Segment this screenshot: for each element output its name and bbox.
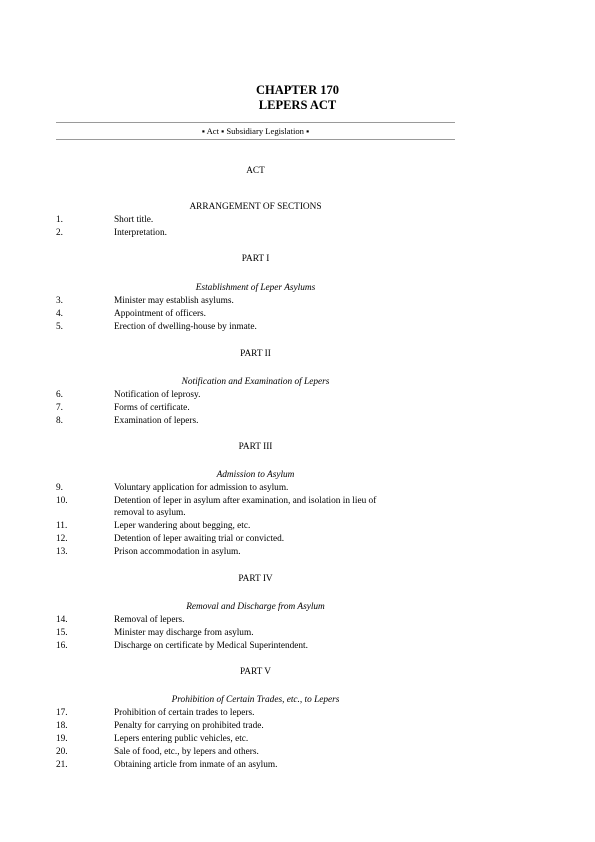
section-number: 20. xyxy=(56,747,68,757)
section-title[interactable]: Examination of lepers. xyxy=(114,416,199,426)
section-number: 15. xyxy=(56,628,68,638)
section-title[interactable]: Removal of lepers. xyxy=(114,615,185,625)
section-title[interactable]: Prison accommodation in asylum. xyxy=(114,547,241,557)
section-title[interactable]: Penalty for carrying on prohibited trade. xyxy=(114,721,264,731)
part-heading: Admission to Asylum xyxy=(216,470,295,480)
section-number: 6. xyxy=(56,390,63,400)
section-number: 13. xyxy=(56,547,68,557)
section-number: 8. xyxy=(56,416,63,426)
act-title: LEPERS ACT xyxy=(258,98,337,112)
section-title[interactable]: Lepers entering public vehicles, etc. xyxy=(114,734,249,744)
part-heading: Establishment of Leper Asylums xyxy=(195,283,316,293)
act-heading: ACT xyxy=(246,166,265,176)
part-label: PART IV xyxy=(238,574,273,584)
section-title[interactable]: Erection of dwelling-house by inmate. xyxy=(114,322,257,332)
section-title[interactable]: Sale of food, etc., by lepers and others. xyxy=(114,747,259,757)
nav-link-act[interactable]: Act xyxy=(206,126,219,136)
section-number: 7. xyxy=(56,403,63,413)
part-label: PART V xyxy=(239,667,272,677)
part-label: PART I xyxy=(241,254,270,264)
chapter-number: CHAPTER 170 xyxy=(256,83,339,97)
section-number: 18. xyxy=(56,721,68,731)
section-title[interactable]: Obtaining article from inmate of an asylum. xyxy=(114,760,278,770)
section-number: 16. xyxy=(56,641,68,651)
section-title[interactable]: Prohibition of certain trades to lepers. xyxy=(114,708,255,718)
section-number: 14. xyxy=(56,615,68,625)
section-title[interactable]: Short title. xyxy=(114,215,154,225)
section-title[interactable]: Leper wandering about begging, etc. xyxy=(114,521,251,531)
section-title[interactable]: Interpretation. xyxy=(114,228,167,238)
section-title[interactable]: Discharge on certificate by Medical Superintendent. xyxy=(114,641,308,651)
arrangement-heading: ARRANGEMENT OF SECTIONS xyxy=(189,202,322,212)
nav-bullet: ▪ xyxy=(306,126,310,136)
section-title[interactable]: Notification of leprosy. xyxy=(114,390,201,400)
part-heading: Removal and Discharge from Asylum xyxy=(186,602,325,612)
section-number: 11. xyxy=(56,521,68,531)
top-divider xyxy=(56,122,455,123)
section-title[interactable]: Appointment of officers. xyxy=(114,309,207,319)
navigation-bar xyxy=(56,125,455,137)
section-number: 12. xyxy=(56,534,68,544)
nav-link-subsidiary-legislation[interactable]: Subsidiary Legislation xyxy=(226,126,304,136)
section-number: 19. xyxy=(56,734,68,744)
section-title[interactable]: Detention of leper awaiting trial or convicted. xyxy=(114,534,285,544)
section-number: 4. xyxy=(56,309,63,319)
part-heading: Prohibition of Certain Trades, etc., to Lepers xyxy=(171,695,340,705)
section-number: 17. xyxy=(56,708,68,718)
section-number: 9. xyxy=(56,483,63,493)
section-number: 21. xyxy=(56,760,68,770)
section-title[interactable]: Voluntary application for admission to asylum. xyxy=(114,483,289,493)
nav-bullet: ▪ xyxy=(221,126,225,136)
section-number: 10. xyxy=(56,496,68,506)
section-number: 3. xyxy=(56,296,63,306)
section-title[interactable]: Detention of leper in asylum after examination, and isolation in lieu of xyxy=(114,496,377,506)
title-block xyxy=(0,83,595,113)
section-number: 2. xyxy=(56,228,63,238)
section-title[interactable]: Minister may establish asylums. xyxy=(114,296,234,306)
section-number: 1. xyxy=(56,215,63,225)
section-title[interactable]: Minister may discharge from asylum. xyxy=(114,628,254,638)
bottom-divider xyxy=(56,139,455,140)
section-title[interactable]: Forms of certificate. xyxy=(114,403,190,413)
part-label: PART III xyxy=(238,442,273,452)
part-heading: Notification and Examination of Lepers xyxy=(181,377,330,387)
part-label: PART II xyxy=(240,349,271,359)
section-title-continuation[interactable]: removal to asylum. xyxy=(114,508,186,518)
nav-bullet: ▪ xyxy=(201,126,205,136)
section-number: 5. xyxy=(56,322,63,332)
